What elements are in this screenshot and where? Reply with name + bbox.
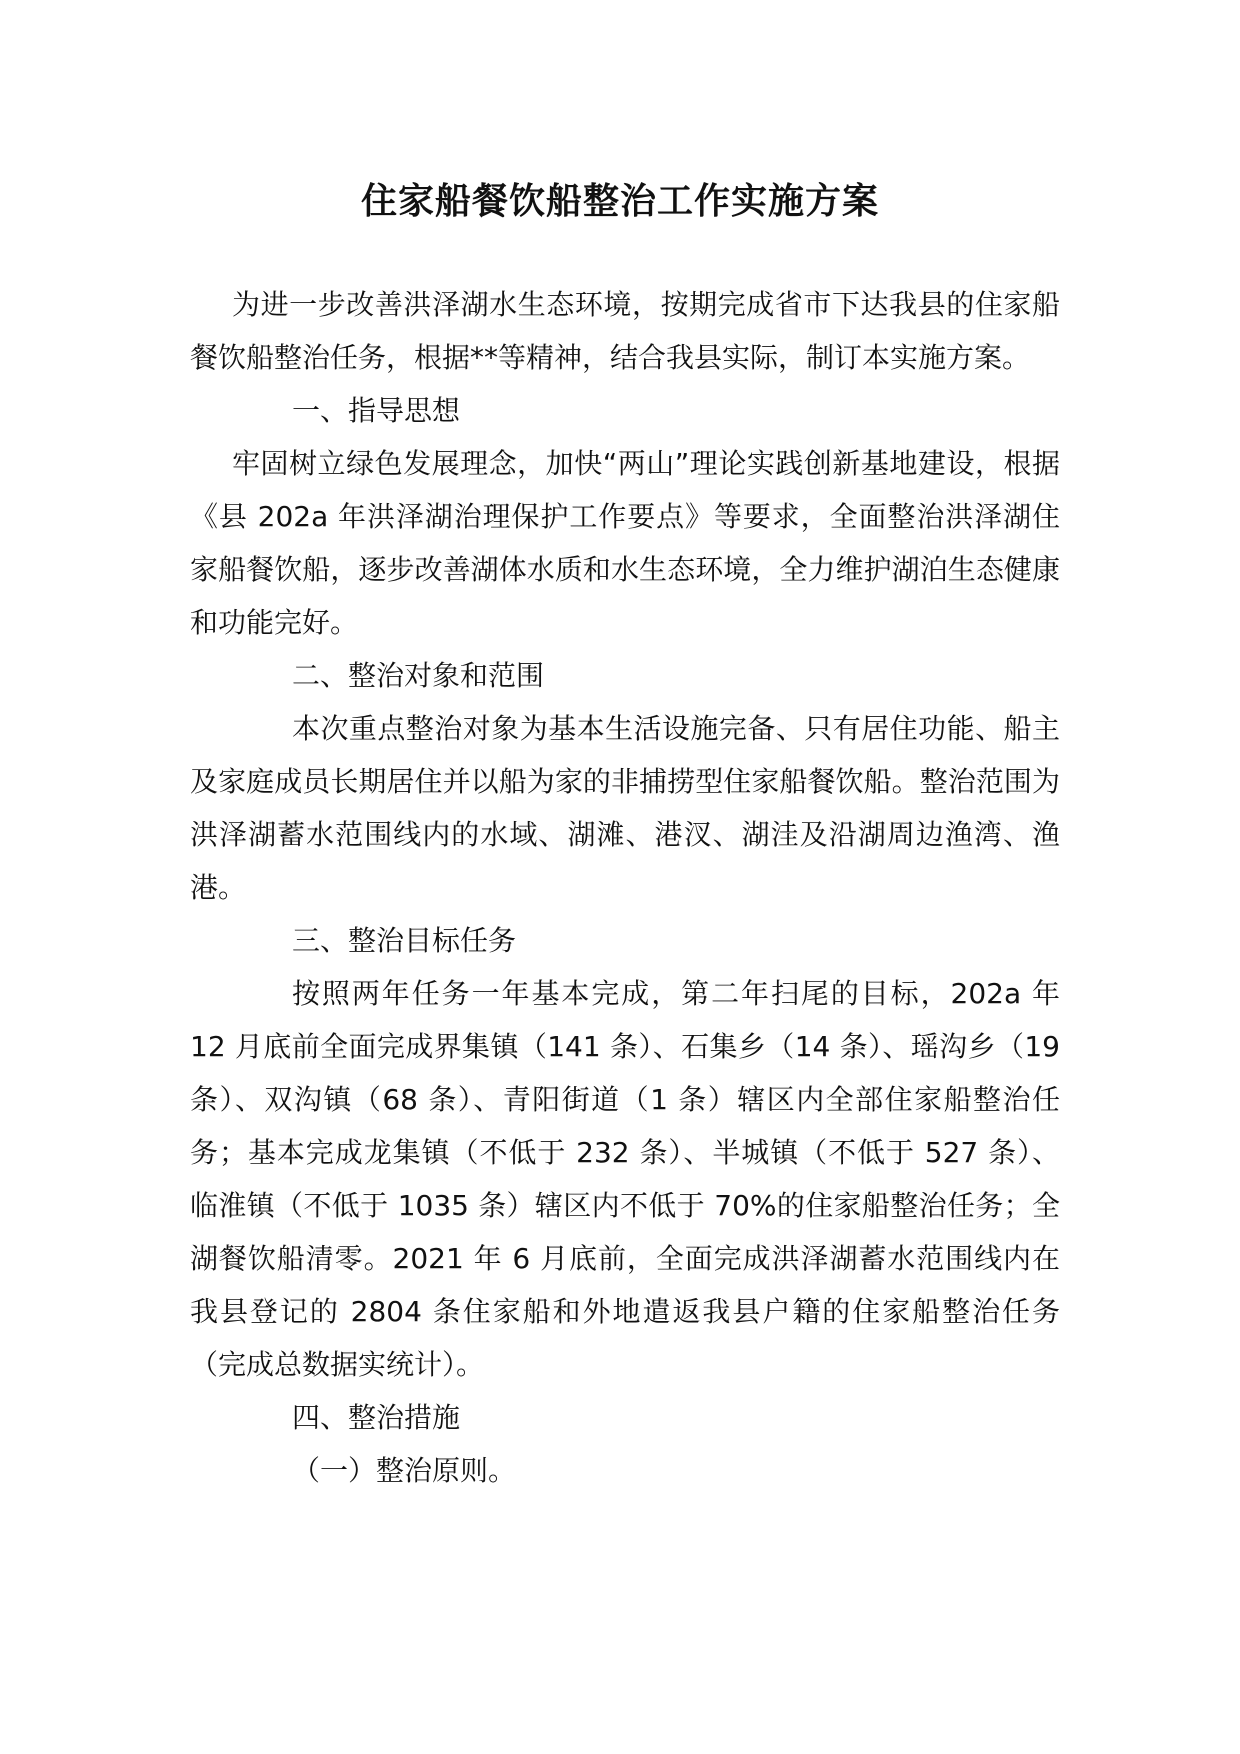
- subsection-heading-principles: （一）整治原则。: [292, 1454, 517, 1487]
- targets-paragraph: 按照两年任务一年基本完成，第二年扫尾的目标，202a 年 12 月底前全面完成界集镇（141 条）、石集乡（14 条）、瑶沟乡（19 条）、双沟镇（68 条）、青阳街道（1 条）辖区内全部住家船整治任务；基本完成龙集镇（不低于 232 条）、半城镇（不低于 527 条）、临淮镇（不低于 1035 条）辖区内不低于 70%的住家船整治任务；全湖餐饮船清零。2021 年 6 月底前，全面完成洪泽湖蓄水范围线内在我县登记的 2804 条住家船和外地遣返我县户籍的住家船整治任务（完成总数据实统计）。: [190, 977, 1060, 1381]
- guiding-ideology-paragraph: 牢固树立绿色发展理念，加快“两山”理论实践创新基地建设，根据《县 202a 年洪泽湖治理保护工作要点》等要求，全面整治洪泽湖住家船餐饮船，逐步改善湖体水质和水生态环境，全力维护湖泊生态健康和功能完好。: [190, 447, 1060, 639]
- scope-paragraph: 本次重点整治对象为基本生活设施完备、只有居住功能、船主及家庭成员长期居住并以船为家的非捕捞型住家船餐饮船。整治范围为洪泽湖蓄水范围线内的水域、湖滩、港汊、湖洼及沿湖周边渔湾、渔港。: [190, 712, 1060, 904]
- intro-paragraph: 为进一步改善洪泽湖水生态环境，按期完成省市下达我县的住家船餐饮船整治任务，根据**等精神，结合我县实际，制订本实施方案。: [190, 288, 1060, 374]
- section-heading-measures: 四、整治措施: [292, 1401, 461, 1434]
- document-body: [190, 278, 1060, 1497]
- section-heading-targets: 三、整治目标任务: [292, 924, 517, 957]
- document-title: 住家船餐饮船整治工作实施方案: [360, 180, 879, 222]
- section-heading-guiding-ideology: 一、指导思想: [292, 394, 461, 427]
- section-heading-scope: 二、整治对象和范围: [292, 659, 545, 692]
